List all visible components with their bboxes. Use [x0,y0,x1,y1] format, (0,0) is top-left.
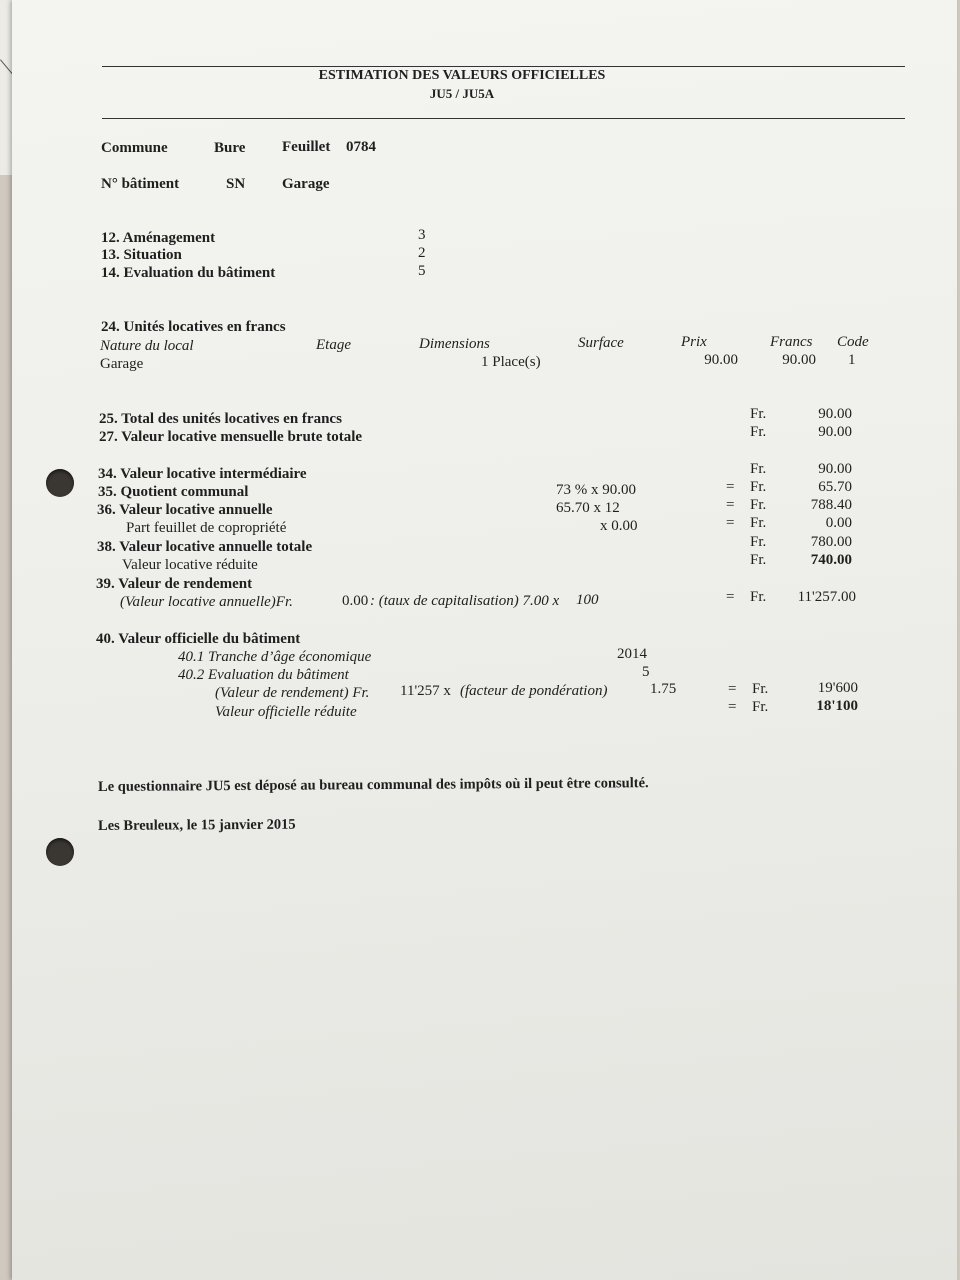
column-header-francs: Francs [770,334,813,350]
weighting-formula-label: (Valeur de rendement) Fr. [215,685,370,701]
commune-value: Bure [214,140,246,156]
unit-nature: Garage [100,356,144,372]
column-header-etage: Etage [316,337,351,353]
document-page [12,0,957,1280]
currency-label: Fr. [750,406,767,422]
yield-formula-text: (Valeur locative annuelle)Fr. [120,594,293,610]
coownership-share-label: Part feuillet de copropriété [126,520,287,536]
communal-quotient-label: 35. Quotient communal [98,484,249,500]
currency-label: Fr. [750,497,767,513]
equals-sign: = [728,699,737,715]
yield-value: 11'257.00 [797,589,856,605]
reduced-official-value: 18'100 [816,698,858,714]
currency-label: Fr. [750,461,767,477]
batiment-type: Garage [282,176,330,192]
unit-code: 1 [848,352,856,368]
equals-sign: = [726,479,735,495]
currency-label: Fr. [752,699,769,715]
commune-label: Commune [101,140,168,156]
place-and-date: Les Breuleux, le 15 janvier 2015 [97,816,296,834]
currency-label: Fr. [750,534,767,550]
yield-value-label: 39. Valeur de rendement [96,576,253,592]
column-header-nature: Nature du local [100,338,194,354]
rating-label: 13. Situation [101,247,182,263]
currency-label: Fr. [750,479,767,495]
feuillet-value: 0784 [346,139,376,155]
communal-quotient-formula: 73 % x 90.00 [556,482,636,498]
punch-hole [46,838,74,866]
reduced-rent-label: Valeur locative réduite [122,557,258,573]
official-value-label: 40. Valeur officielle du bâtiment [96,631,301,647]
annual-rent-label: 36. Valeur locative annuelle [97,502,273,518]
currency-label: Fr. [750,589,767,605]
equals-sign: = [726,589,735,605]
rating-value: 3 [418,227,426,243]
annual-rent-formula: 65.70 x 12 [556,500,620,516]
document-title: ESTIMATION DES VALEURS OFFICIELLES [318,68,606,83]
reduced-official-value-label: Valeur officielle réduite [215,704,357,720]
weighting-factor-value: 1.75 [650,681,677,697]
intermediate-rent-label: 34. Valeur locative intermédiaire [98,466,307,482]
currency-label: Fr. [750,515,767,531]
total-units-value: 90.00 [818,406,852,422]
total-annual-rent-label: 38. Valeur locative annuelle totale [97,539,313,555]
weighted-value: 19'600 [817,680,858,696]
yield-formula-multiplier: 100 [576,592,599,608]
building-evaluation-value: 5 [642,664,650,680]
rating-value: 5 [418,263,426,279]
total-annual-rent-value: 780.00 [810,534,852,550]
coownership-share-formula: x 0.00 [600,518,638,534]
questionnaire-note: Le questionnaire JU5 est déposé au bureau communal des impôts où il peut être consulté. [97,775,649,795]
total-units-label: 25. Total des unités locatives en francs [99,411,342,427]
batiment-label: N° bâtiment [101,176,180,192]
units-title: 24. Unités locatives en francs [101,319,286,335]
monthly-rent-label: 27. Valeur locative mensuelle brute totale [99,429,363,445]
feuillet-label: Feuillet [282,139,331,155]
intermediate-rent-value: 90.00 [818,461,852,477]
coownership-share-value: 0.00 [825,515,852,531]
currency-label: Fr. [752,681,769,697]
unit-francs: 90.00 [782,352,816,368]
annual-rent-value: 788.40 [810,497,852,513]
weighting-factor-label: (facteur de pondération) [460,683,608,699]
yield-formula-rate: : (taux de capitalisation) 7.00 x [370,593,560,609]
column-header-surface: Surface [578,335,624,351]
monthly-rent-value: 90.00 [818,424,852,440]
column-header-dimensions: Dimensions [419,336,490,352]
rating-value: 2 [418,245,426,261]
equals-sign: = [726,515,735,531]
reduced-rent-value: 740.00 [810,552,852,568]
yield-formula-value: 0.00 [342,593,369,609]
punch-hole [46,469,74,497]
age-bracket-value: 2014 [617,646,647,662]
rating-label: 14. Evaluation du bâtiment [101,265,276,281]
rating-label: 12. Aménagement [101,230,216,246]
batiment-value: SN [226,176,246,192]
column-header-code: Code [837,334,869,350]
building-evaluation-label: 40.2 Evaluation du bâtiment [178,667,349,683]
currency-label: Fr. [750,552,767,568]
equals-sign: = [726,497,735,513]
age-bracket-label: 40.1 Tranche d’âge économique [178,649,372,665]
header-rule-bottom [102,118,905,119]
equals-sign: = [728,681,737,697]
unit-prix: 90.00 [704,352,738,368]
currency-label: Fr. [750,424,767,440]
document-subtitle: JU5 / JU5A [429,86,495,101]
communal-quotient-value: 65.70 [818,479,852,495]
unit-dimensions: 1 Place(s) [481,354,541,370]
weighting-formula-value: 11'257 x [400,683,451,699]
column-header-prix: Prix [681,334,707,350]
